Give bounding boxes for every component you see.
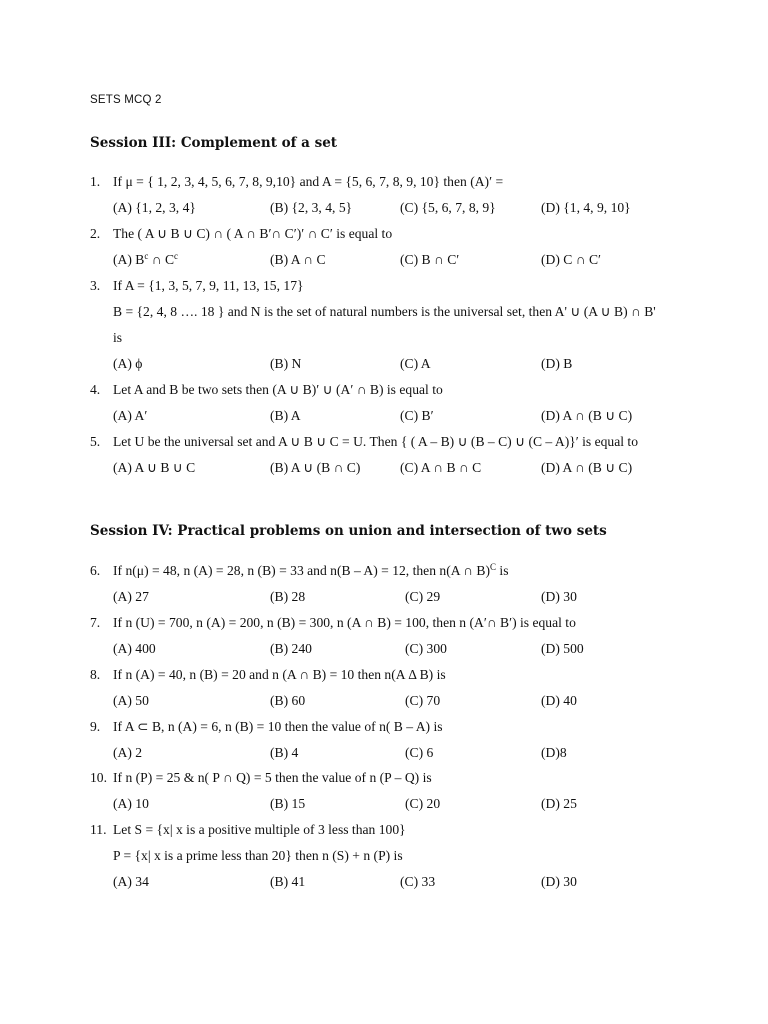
question-7 [90, 615, 576, 631]
q6-option-a: (A) 27 [113, 589, 149, 604]
q6-option-c: (C) 29 [405, 589, 441, 604]
question-number: 8. [90, 667, 101, 682]
question-number: 5. [90, 434, 101, 449]
question-number: 1. [90, 174, 101, 189]
q1-option-b: (B) {2, 3, 4, 5} [270, 200, 353, 215]
question-text: Let A and B be two sets then (A ∪ B)′ ∪ (A′ ∩ B) is equal to [113, 382, 443, 397]
q4-option-c: (C) B′ [400, 408, 434, 423]
superscript: c [174, 251, 179, 261]
q2-option-b: (B) A ∩ C [270, 252, 326, 267]
q7-option-b: (B) 240 [270, 641, 312, 656]
question-10 [90, 770, 432, 786]
q4-option-d: (D) A ∩ (B ∪ C) [541, 408, 633, 423]
question-number: 10. [90, 770, 107, 785]
q3-option-a: (A) ϕ [113, 356, 143, 371]
q6-option-d: (D) 30 [541, 589, 577, 604]
q10-option-d: (D) 25 [541, 796, 577, 811]
q9-option-a: (A) 2 [113, 745, 143, 760]
q1-option-c: (C) {5, 6, 7, 8, 9} [400, 200, 496, 215]
session-iv-title: Session IV: Practical problems on union and intersection of two sets [90, 523, 607, 539]
question-text: If n (P) = 25 & n( P ∩ Q) = 5 then the value of n (P – Q) is [113, 770, 432, 785]
question-9 [90, 719, 443, 735]
option-text: ∩ C [148, 252, 175, 267]
question-1 [90, 174, 503, 190]
question-text: If A = {1, 3, 5, 7, 9, 11, 13, 15, 17} [113, 278, 304, 293]
q5-option-d: (D) A ∩ (B ∪ C) [541, 460, 633, 475]
question-8 [90, 667, 446, 683]
q9-option-b: (B) 4 [270, 745, 299, 760]
q2-option-c: (C) B ∩ C′ [400, 252, 460, 267]
q7-option-d: (D) 500 [541, 641, 584, 656]
option-text: (A) B [113, 252, 145, 267]
q10-option-a: (A) 10 [113, 796, 149, 811]
question-text: The ( A ∪ B ∪ C) ∩ ( A ∩ B′∩ C′)′ ∩ C′ is equal to [113, 226, 393, 241]
question-11-continued: P = {x| x is a prime less than 20} then n (S) + n (P) is [113, 848, 403, 863]
q8-option-b: (B) 60 [270, 693, 306, 708]
question-text: If A ⊂ B, n (A) = 6, n (B) = 10 then the value of n( B – A) is [113, 719, 443, 734]
q11-option-a: (A) 34 [113, 874, 149, 889]
question-text: If n (U) = 700, n (A) = 200, n (B) = 300, n (A ∩ B) = 100, then n (A′∩ B′) is equal to [113, 615, 576, 630]
question-5 [90, 434, 638, 450]
question-3 [90, 278, 304, 294]
q7-option-c: (C) 300 [405, 641, 447, 656]
question-number: 9. [90, 719, 101, 734]
q11-option-b: (B) 41 [270, 874, 306, 889]
q1-option-d: (D) {1, 4, 9, 10} [541, 200, 631, 215]
q5-option-c: (C) A ∩ B ∩ C [400, 460, 482, 475]
question-number: 6. [90, 563, 101, 578]
question-6 [90, 563, 508, 579]
q11-option-c: (C) 33 [400, 874, 436, 889]
superscript: C [490, 562, 497, 572]
q7-option-a: (A) 400 [113, 641, 156, 656]
q10-option-b: (B) 15 [270, 796, 306, 811]
q4-option-a: (A) A′ [113, 408, 148, 423]
session-iii-title: Session III: Complement of a set [90, 135, 338, 151]
q3-option-c: (C) A [400, 356, 431, 371]
question-text: If n(μ) = 48, n (A) = 28, n (B) = 33 and n(B – A) = 12, then n(A ∩ B) [113, 563, 490, 578]
question-text: Let S = {x| x is a positive multiple of 3 less than 100} [113, 822, 406, 837]
q4-option-b: (B) A [270, 408, 301, 423]
question-number: 3. [90, 278, 101, 293]
q11-option-d: (D) 30 [541, 874, 577, 889]
q9-option-c: (C) 6 [405, 745, 434, 760]
q8-option-d: (D) 40 [541, 693, 577, 708]
question-3-continued: B = {2, 4, 8 …. 18 } and N is the set of natural numbers is the universal set, then A' ∪ (A ∪ B) ∩ B' [113, 304, 656, 319]
question-text: If μ = { 1, 2, 3, 4, 5, 6, 7, 8, 9,10} and A = {5, 6, 7, 8, 9, 10} then (A)′ = [113, 174, 504, 189]
question-number: 7. [90, 615, 101, 630]
question-2 [90, 226, 392, 242]
q5-option-a: (A) A ∪ B ∪ C [113, 460, 196, 475]
question-text-end: is [496, 563, 509, 578]
question-number: 2. [90, 226, 101, 241]
q1-option-a: (A) {1, 2, 3, 4} [113, 200, 196, 215]
question-4 [90, 382, 443, 398]
q2-option-d: (D) C ∩ C′ [541, 252, 601, 267]
question-text: Let U be the universal set and A ∪ B ∪ C = U. Then { ( A – B) ∪ (B – C) ∪ (C – A)}′ is equal to [113, 434, 638, 449]
q5-option-b: (B) A ∪ (B ∩ C) [270, 460, 361, 475]
question-11 [90, 822, 406, 838]
q6-option-b: (B) 28 [270, 589, 306, 604]
q3-option-b: (B) N [270, 356, 302, 371]
question-3-continued-2: is [113, 330, 123, 345]
question-text: If n (A) = 40, n (B) = 20 and n (A ∩ B) = 10 then n(A Δ B) is [113, 667, 446, 682]
superscript: c [144, 251, 149, 261]
q3-option-d: (D) B [541, 356, 573, 371]
q8-option-c: (C) 70 [405, 693, 441, 708]
question-number: 11. [90, 822, 107, 837]
q9-option-d: (D)8 [541, 745, 567, 760]
document-title: SETS MCQ 2 [90, 94, 162, 106]
q2-option-a [113, 252, 178, 268]
q10-option-c: (C) 20 [405, 796, 441, 811]
question-number: 4. [90, 382, 101, 397]
q8-option-a: (A) 50 [113, 693, 149, 708]
